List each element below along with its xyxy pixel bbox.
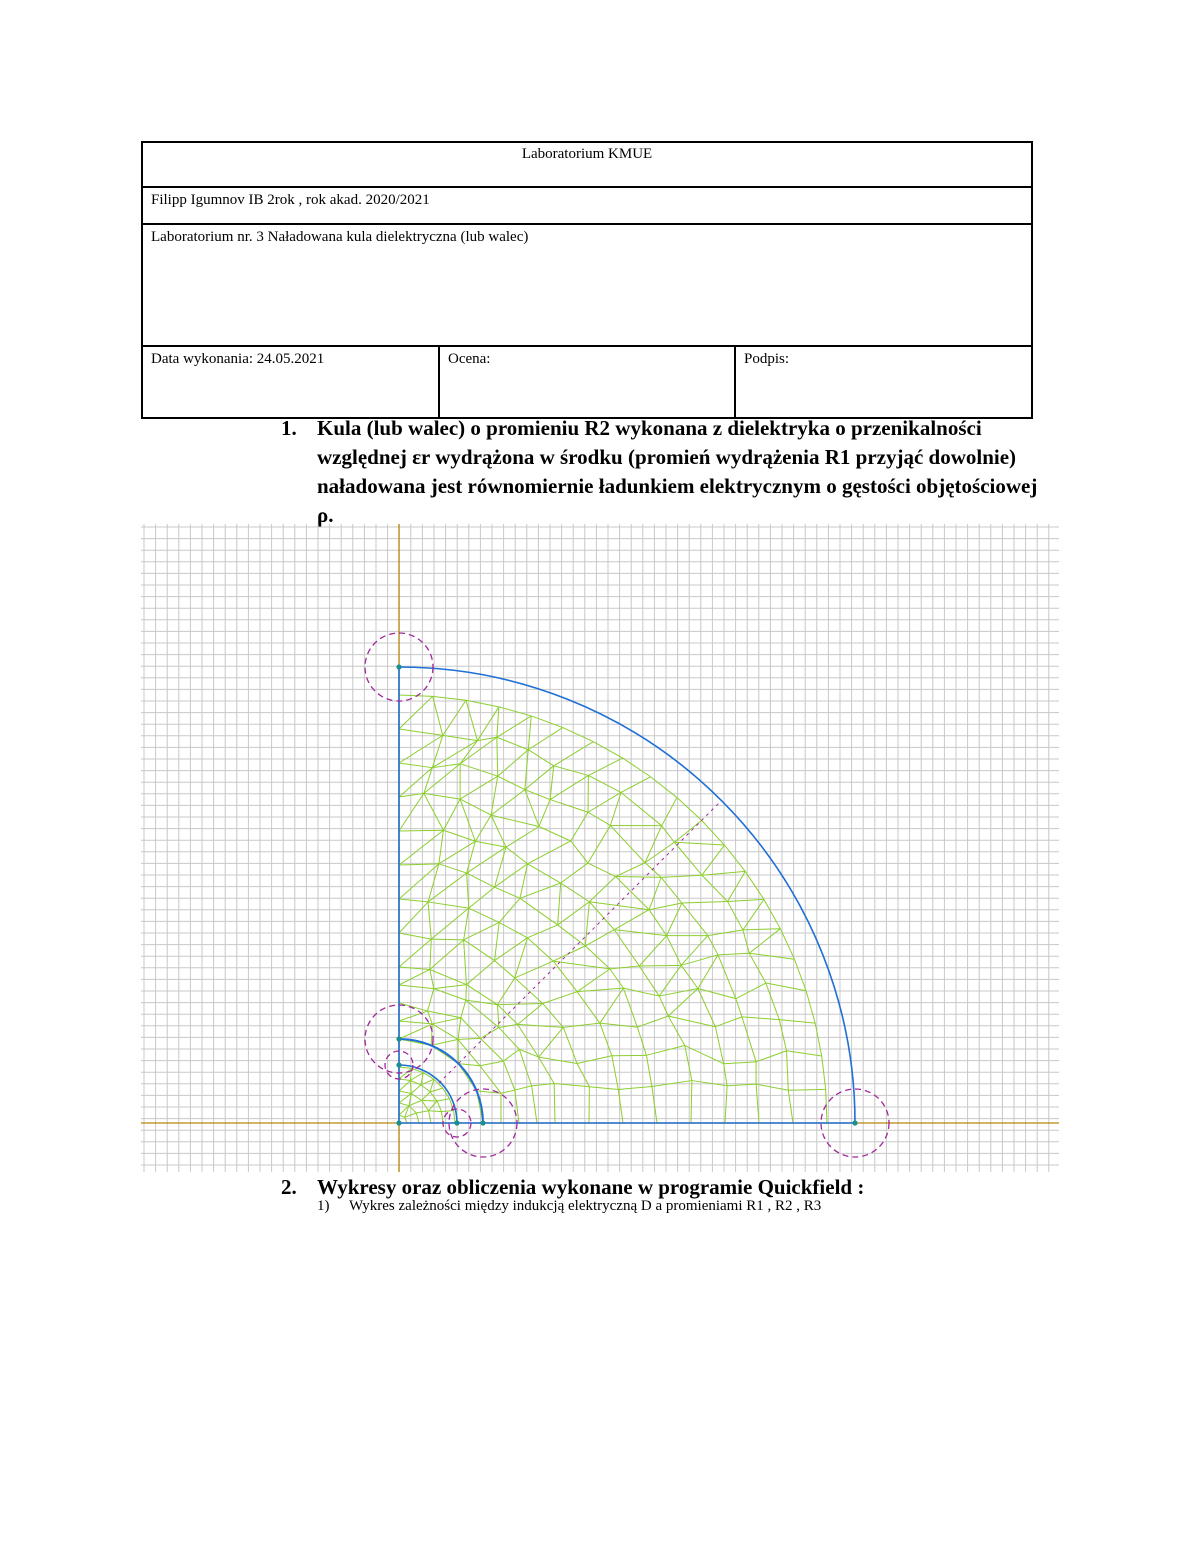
mesh-edge: [662, 798, 677, 826]
mesh-edge: [725, 1086, 727, 1123]
mesh-edge: [745, 871, 764, 899]
mesh-edge: [429, 1111, 431, 1123]
mesh-edge: [600, 1023, 612, 1056]
mesh-edge: [416, 1113, 419, 1123]
mesh-edge: [439, 864, 467, 873]
mesh-edge: [432, 741, 477, 768]
mesh-edge: [649, 910, 666, 936]
student-info: Filipp Igumnov IB 2rok , rok akad. 2020/2021: [142, 187, 1032, 224]
mesh-edge: [495, 922, 500, 960]
mesh-edge: [399, 939, 431, 967]
mesh-edge: [399, 1003, 428, 1011]
mesh-edge: [518, 1024, 539, 1057]
mesh-edge: [506, 847, 528, 864]
mesh-edge: [428, 902, 431, 939]
mesh-edge: [639, 965, 681, 966]
mesh-edge: [794, 959, 806, 991]
mesh-edge: [558, 883, 561, 925]
mesh-edge: [464, 940, 467, 985]
mesh-edge: [531, 716, 563, 728]
mesh-edge: [442, 1111, 454, 1112]
mesh-edge: [429, 1101, 438, 1111]
mesh-edge: [553, 946, 585, 961]
mesh-edge: [661, 877, 682, 903]
geometry-node: [454, 1120, 459, 1125]
mesh-edge: [528, 864, 561, 883]
mesh-edge: [691, 1081, 692, 1123]
mesh-edge: [399, 985, 434, 989]
mesh-edge: [432, 1018, 461, 1024]
mesh-edge: [743, 899, 764, 930]
mesh-edge: [543, 992, 577, 1004]
mesh-edge: [443, 700, 466, 735]
mesh-edge: [431, 908, 468, 939]
mesh-edge: [428, 864, 439, 902]
mesh-edge: [623, 758, 651, 777]
mesh-edge: [439, 830, 444, 864]
mesh-edge: [715, 1017, 742, 1027]
mesh-edge: [422, 1100, 437, 1101]
geometry-node: [396, 664, 401, 669]
mesh-edge: [430, 1088, 443, 1092]
mesh-edge: [515, 961, 553, 978]
mesh-edge: [399, 1021, 432, 1024]
mesh-edge: [621, 777, 651, 793]
mesh-edge: [501, 1090, 515, 1093]
mesh-edge: [646, 1055, 651, 1086]
geometry-node: [396, 1062, 401, 1067]
mesh-edge: [682, 903, 708, 936]
mesh-edge: [431, 1039, 458, 1045]
mesh-edge: [498, 776, 525, 789]
mesh-edge: [577, 1056, 612, 1064]
mesh-edge: [411, 1085, 421, 1094]
mesh-edge: [681, 936, 708, 966]
mesh-edge: [515, 938, 528, 978]
mesh-edge: [399, 1067, 411, 1068]
mesh-edge: [520, 883, 561, 898]
mesh-edge: [399, 1011, 428, 1021]
mesh-edge: [589, 902, 614, 930]
mesh-edge: [659, 989, 698, 997]
mesh-edge: [715, 1027, 723, 1064]
section-1: [281, 414, 1041, 530]
mesh-edge: [718, 953, 749, 955]
mesh-edge: [399, 729, 443, 735]
mesh-edge: [639, 966, 659, 996]
mesh-edge: [399, 864, 439, 865]
mesh-edge: [806, 991, 815, 1023]
signature-field: Podpis:: [735, 346, 1032, 418]
subsection-1-text: Wykres zależności między indukcją elektryczną D a promieniami R1 , R2 , R3: [349, 1198, 822, 1214]
mesh-edge: [503, 1061, 514, 1090]
mesh-edge: [464, 940, 495, 961]
mesh-edge: [499, 1028, 519, 1050]
mesh-edge: [639, 936, 666, 966]
mesh-edge: [399, 899, 428, 902]
section-1-text: Kula (lub walec) o promieniu R2 wykonana z dielektryka o przenikalności względnej εr wydrążona w środku (promień wydrążenia R1 przyjąć dowolnie) naładowana jest równomiernie ładunkiem elektrycznym o gęstości objętościowej ρ.: [317, 416, 1038, 527]
mesh-edge: [399, 793, 424, 831]
mesh-edge: [577, 969, 610, 992]
execution-date: Data wykonania: 24.05.2021: [142, 346, 439, 418]
mesh-edge: [674, 842, 724, 845]
mesh-edge: [756, 1084, 788, 1090]
mesh-edge: [422, 1092, 430, 1100]
mesh-edge: [702, 845, 725, 875]
section-2-text: Wykresy oraz obliczenia wykonane w programie Quickfield :: [317, 1175, 865, 1199]
mesh-edge: [437, 1101, 441, 1112]
mesh-edge: [815, 1023, 822, 1056]
mesh-edge: [563, 728, 594, 742]
mesh-edge: [616, 877, 649, 910]
mesh-edge: [506, 826, 539, 847]
subsection-1: [317, 1198, 821, 1215]
mesh-edge: [637, 1027, 646, 1055]
geometry-node: [852, 1120, 857, 1125]
mesh-edge: [528, 841, 571, 864]
mesh-edge: [399, 969, 430, 985]
mesh-edge: [600, 1023, 637, 1027]
mesh-edge: [667, 936, 682, 966]
mesh-edge: [410, 1073, 423, 1081]
mesh-edge: [424, 764, 460, 794]
mesh-edge: [618, 1090, 623, 1123]
geometry-node: [480, 1120, 485, 1125]
mesh-edge: [610, 969, 623, 988]
mesh-edge: [525, 790, 550, 800]
mesh-edge: [550, 775, 588, 799]
mesh-edge: [399, 763, 432, 768]
mesh-edge: [724, 845, 745, 871]
mesh-edge: [399, 830, 443, 865]
mesh-edge: [588, 775, 621, 792]
mesh-edge: [527, 938, 553, 961]
mesh-edge: [766, 983, 806, 991]
mesh-edge: [458, 1018, 461, 1040]
mesh-edge: [659, 996, 668, 1016]
mesh-edge: [466, 700, 477, 740]
mesh-edge: [667, 903, 682, 936]
mesh-edge: [742, 1017, 756, 1062]
mesh-edge: [464, 908, 469, 940]
mesh-edge: [428, 989, 434, 1011]
header-table: [141, 141, 1033, 419]
geometry-node: [396, 1120, 401, 1125]
mesh-edge: [554, 1084, 555, 1123]
mesh-edge: [437, 1099, 449, 1101]
mesh-edge: [458, 1038, 480, 1039]
subsection-1-number: 1): [317, 1198, 330, 1214]
mesh-edge: [585, 902, 589, 946]
mesh-edge: [685, 1046, 692, 1081]
mesh-edge: [495, 938, 528, 961]
mesh-edge: [399, 902, 428, 933]
mesh-edge: [563, 1023, 600, 1027]
mesh-edge: [577, 1063, 589, 1086]
mesh-edge: [461, 1018, 481, 1039]
mesh-edge: [399, 864, 439, 899]
mesh-edge: [674, 820, 701, 842]
mesh-edge: [621, 792, 662, 825]
mesh-edge: [431, 939, 463, 940]
mesh-edge: [589, 1087, 618, 1090]
mesh-edge: [434, 989, 466, 1000]
mesh-edge: [585, 946, 610, 969]
mesh-edge: [497, 707, 499, 737]
mesh-edge: [668, 1016, 684, 1045]
mesh-edge: [495, 887, 520, 898]
mesh-edge: [649, 877, 661, 909]
mesh-edge: [469, 887, 495, 908]
mesh-edge: [454, 1111, 455, 1123]
section-1-number: 1.: [281, 416, 297, 440]
mesh-edge: [528, 728, 563, 750]
mesh-edge: [698, 989, 736, 999]
mesh-edge: [588, 863, 616, 876]
vertex-markers: [365, 633, 889, 1157]
mesh-edge: [399, 1103, 409, 1106]
mesh-edge: [429, 1111, 442, 1112]
background-grid: [141, 524, 1059, 1172]
mesh-edge: [430, 969, 467, 984]
mesh-edge: [528, 716, 531, 750]
mesh-edge: [434, 985, 467, 989]
mesh-edge: [499, 898, 520, 922]
mesh-edge: [433, 696, 466, 700]
mesh-edge: [399, 933, 431, 939]
mesh-edge: [527, 925, 557, 938]
mesh-edge: [411, 1093, 421, 1100]
mesh-edge: [539, 800, 550, 827]
mesh-edge: [497, 1005, 498, 1028]
mesh-edge: [539, 1027, 564, 1057]
mesh-edge: [399, 830, 443, 831]
mesh-edge: [460, 737, 497, 763]
mesh-edge: [525, 766, 554, 790]
mesh-edge: [532, 1086, 537, 1123]
mesh-edge: [727, 1084, 756, 1086]
mesh-edge: [399, 1080, 410, 1091]
mesh-edge: [749, 929, 780, 954]
mesh-edge: [623, 988, 659, 996]
mesh-edge: [764, 899, 780, 928]
mesh-edge: [495, 961, 515, 978]
grade-field: Ocena:: [439, 346, 735, 418]
mesh-edge: [702, 820, 725, 845]
mesh-edge: [498, 750, 529, 776]
mesh-edge: [610, 825, 645, 862]
mesh-edge: [692, 1081, 727, 1086]
mesh-edge: [497, 716, 531, 737]
mesh-edge: [661, 875, 702, 877]
mesh-edge: [588, 825, 610, 863]
mesh-edge: [668, 1016, 715, 1027]
mesh-edge: [543, 1004, 564, 1028]
mesh-edge: [588, 812, 610, 825]
geometry-node: [396, 1036, 401, 1041]
lab-header-title: Laboratorium KMUE: [142, 142, 1032, 187]
mesh-edge: [466, 985, 467, 1001]
mesh-edge: [724, 1062, 756, 1064]
mesh-edge: [497, 1004, 542, 1005]
lab-topic: Laboratorium nr. 3 Naładowana kula dielektryczna (lub walec): [142, 224, 1032, 346]
mesh-edge: [519, 1049, 531, 1086]
mesh-edge: [399, 1115, 405, 1117]
mesh-edge: [674, 842, 702, 875]
mesh-edge: [585, 930, 614, 946]
mesh-edge: [515, 1086, 532, 1090]
mesh-edge: [623, 988, 637, 1027]
mesh-edge: [614, 930, 639, 966]
mesh-edge: [503, 1049, 519, 1061]
mesh-edge: [466, 985, 497, 1005]
mesh-edge: [443, 830, 475, 841]
quickfield-mesh-figure: [141, 524, 1059, 1172]
mesh-edge: [399, 1091, 411, 1093]
mesh-edge: [718, 955, 736, 999]
mesh-edge: [563, 1027, 577, 1063]
mesh-edge: [561, 863, 588, 883]
mesh-edge: [779, 1020, 815, 1023]
mesh-edge: [618, 1086, 652, 1089]
mesh-edge: [430, 939, 431, 969]
section-2-number: 2.: [281, 1175, 297, 1199]
mesh-edge: [779, 1020, 786, 1051]
mesh-edge: [743, 929, 780, 930]
mesh-edge: [588, 758, 622, 775]
